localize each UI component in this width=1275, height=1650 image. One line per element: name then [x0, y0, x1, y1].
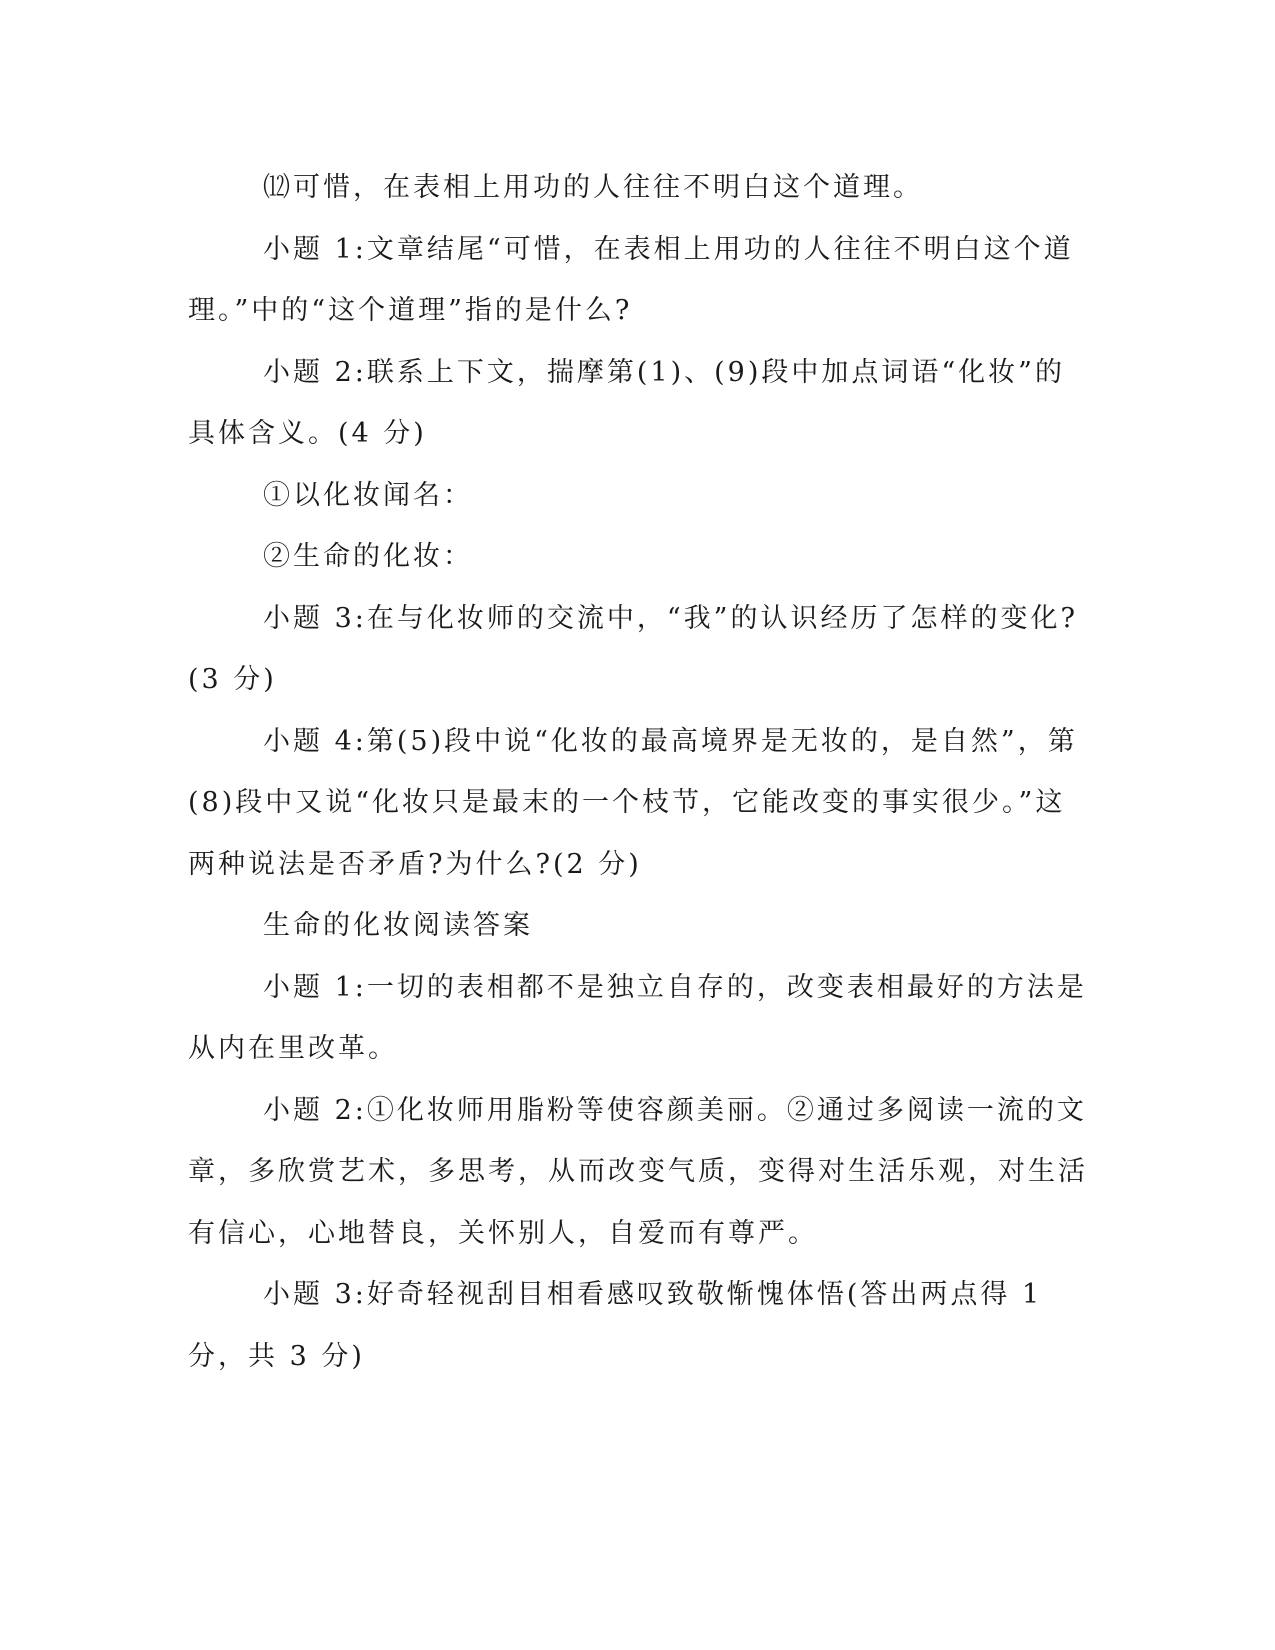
answer-3: 小题 3:好奇轻视刮目相看感叹致敬惭愧体悟(答出两点得 1 分，共 3 分) — [188, 1279, 1043, 1372]
question-2: 小题 2:联系上下文，揣摩第(1)、(9)段中加点词语“化妆”的具体含义。(4 分) — [188, 356, 1065, 449]
paragraph-12: ⑿可惜，在表相上用功的人往往不明白这个道理。 — [263, 172, 923, 203]
document-body — [188, 157, 1088, 1387]
question-3: 小题 3:在与化妆师的交流中，“我”的认识经历了怎样的变化?(3 分) — [188, 602, 1078, 695]
question-2-item-1: ①以化妆闻名： — [263, 479, 473, 511]
answer-1: 小题 1:一切的表相都不是独立自存的，改变表相最好的方法是从内在里改革。 — [188, 971, 1087, 1064]
question-1: 小题 1:文章结尾“可惜，在表相上用功的人往往不明白这个道理。”中的“这个道理”指的是什么? — [188, 233, 1074, 326]
question-2-item-2: ②生命的化妆： — [263, 541, 473, 572]
question-4: 小题 4:第(5)段中说“化妆的最高境界是无妆的，是自然”，第(8)段中又说“化妆只是最末的一个枝节，它能改变的事实很少。”这两种说法是否矛盾?为什么?(2 分) — [188, 725, 1078, 880]
answer-2: 小题 2:①化妆师用脂粉等使容颜美丽。②通过多阅读一流的文章，多欣赏艺术，多思考，从而改变气质，变得对生活乐观，对生活有信心，心地替良，关怀别人，自爱而有尊严。 — [188, 1094, 1088, 1249]
answers-heading: 生命的化妆阅读答案 — [263, 910, 533, 941]
